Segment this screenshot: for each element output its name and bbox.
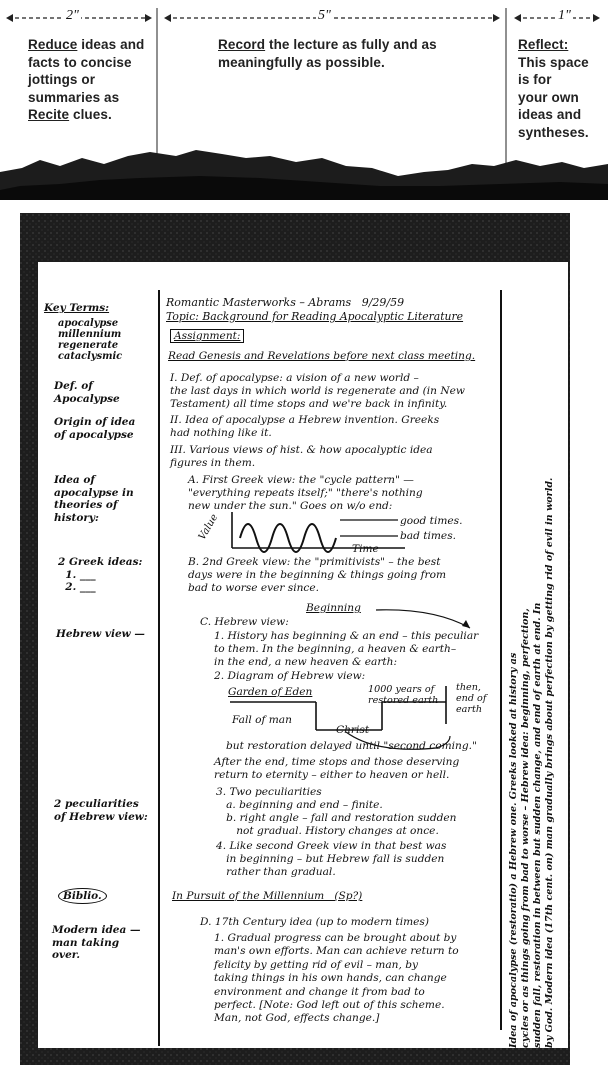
point-c1: 1. History has beginning & an end – this peculiar to them. In the beginning, a heaven & earth– in the end, a new heaven & earth: [214,630,479,668]
reduce-tail: clues. [69,107,112,122]
reflect-line-2: cycles or as things going from bad to worse – Hebrew idea: beginning, perfection, [520,608,531,1048]
cue-biblio [58,890,154,903]
reflect-line-4: by God. Modern idea (17th cent. on) man gradually brings about perfection by getting rid of evil in world. [544,477,555,1048]
cue-column-rule [158,290,160,1046]
graph-good-label: good times. [400,515,463,527]
reduce-text: ideas and facts to concise jottings or summaries as [28,37,145,105]
cue-definition: Def. of Apocalypse [54,380,120,405]
point-c2: 2. Diagram of Hebrew view: [214,670,366,682]
thousand-years-label: 1000 years of restored earth [368,684,439,706]
pursuit-line: In Pursuit of the Millennium (Sp?) [172,890,363,902]
point-d1: 1. Gradual progress can be brought about by man's own efforts. Man can achieve return to felicity by getting rid of evil – man, by taking things in his own hands, can change environment and change it from bad to perfect. [Note: God left out of this scheme. Man, not God, effects change.] [214,932,459,1025]
assignment-text: Read Genesis and Revelations before next class meeting. [168,350,476,362]
dim-middle-label: 5" [318,8,331,23]
reflect-line-3: sudden fall, restoration in between but sudden change, and end of earth at end. In [532,602,543,1048]
reflect-line-1: Idea of apocalypse (restoratio) a Hebrew one. Greeks looked at history as [508,652,519,1048]
cue-hebrew-view: Hebrew view — [56,628,145,640]
point-c: C. Hebrew view: [200,616,289,628]
assignment-label-wrap [170,330,244,343]
recite-keyword: Recite [28,107,70,122]
reduce-keyword: Reduce [28,37,78,52]
after-end-text: After the end, time stops and those deserving return to eternity – either to heaven or hell. [214,756,460,781]
record-text: the lecture as fully and as meaningfully as possible. [218,37,437,70]
end-of-earth-label: then, end of earth [456,682,487,715]
course-line: Romantic Masterworks – Abrams 9/29/59 [166,296,405,309]
reduce-column-text [28,36,154,124]
reflect-column-rule [500,290,502,1030]
cue-key-terms [44,302,140,315]
topic-line: Topic: Background for Reading Apocalyptic Literature [166,310,464,323]
graph-value-label: Value [196,512,221,542]
assignment-label: Assignment: [170,329,244,343]
reflect-column-text [518,36,606,141]
reflect-text: This space is for your own ideas and syntheses. [518,54,589,140]
method-header [0,0,608,200]
dim-left-label: 2" [66,8,79,23]
dim-right-label: 1" [558,8,571,23]
cue-idea-in-history: Idea of apocalypse in theories of history: [54,474,134,524]
christ-label: Christ [336,724,370,736]
beginning-label: Beginning [306,602,361,614]
point-i: I. Def. of apocalypse: a vision of a new world – the last days in which world is regenerate and (in New Testament) all time stops and we're back in infinity. [170,372,465,410]
fall-label: Fall of man [232,714,292,726]
point-iii: III. Various views of hist. & how apocalyptic idea figures in them. [170,444,433,469]
record-keyword: Record [218,37,266,52]
delayed-line: but restoration delayed until "second coming." [226,740,477,752]
point-a: A. First Greek view: the "cycle pattern" — "everything repeats itself;" "there's nothing new under the sun." Goes on w/o end: [188,474,423,512]
cue-key-terms-title: Key Terms: [44,302,110,314]
point-b: B. 2nd Greek view: the "primitivists" – the best days were in the beginning & things going from bad to worse ever since. [188,556,447,594]
cue-greek-ideas: 2 Greek ideas: 1. ___ 2. ___ [58,556,143,593]
cue-origin: Origin of idea of apocalypse [54,416,136,441]
graph-bad-label: bad times. [400,530,457,542]
reflect-keyword: Reflect: [518,37,569,52]
eden-label: Garden of Eden [228,686,313,698]
point-c4: 4. Like second Greek view in that best was in beginning – but Hebrew fall is sudden rather than gradual. [216,840,447,878]
point-d: D. 17th Century idea (up to modern times) [200,916,429,928]
graph-time-label: Time [352,543,379,555]
record-column-text [218,36,498,71]
biblio-circle: Biblio. [58,888,107,904]
cue-peculiarities: 2 peculiarities of Hebrew view: [54,798,148,823]
cue-key-terms-list: apocalypse millennium regenerate cataclysmic [58,318,123,362]
cue-modern-idea: Modern idea — man taking over. [52,924,141,961]
point-ii: II. Idea of apocalypse a Hebrew invention. Greeks had nothing like it. [170,414,440,439]
point-c3: 3. Two peculiarities a. beginning and end – finite. b. right angle – fall and restoration sudden not gradual. History changes at once. [216,786,457,837]
